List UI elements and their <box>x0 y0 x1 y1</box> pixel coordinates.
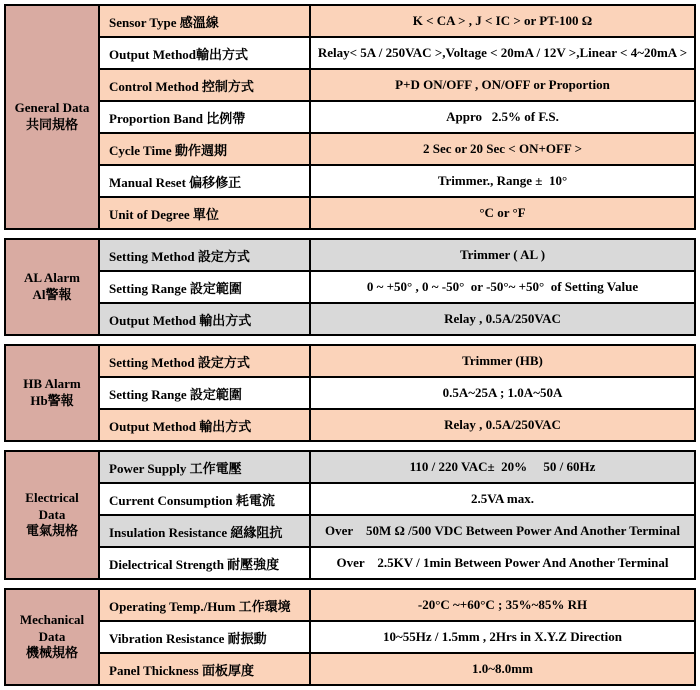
table-row <box>5 69 695 101</box>
spec-value: -20°C ~+60°C ; 35%~85% RH <box>310 589 695 621</box>
table-row <box>5 165 695 197</box>
section-header-general-data <box>5 5 99 229</box>
spec-label: Vibration Resistance 耐振動 <box>99 621 310 653</box>
section-header-hb-alarm <box>5 345 99 441</box>
table-row <box>5 547 695 579</box>
table-row <box>5 101 695 133</box>
spec-value: Trimmer (HB) <box>310 345 695 377</box>
table-row <box>5 5 695 37</box>
table-row <box>5 515 695 547</box>
spec-value: Appro 2.5% of F.S. <box>310 101 695 133</box>
table-row <box>5 451 695 483</box>
table-row <box>5 239 695 271</box>
spec-label: Power Supply 工作電壓 <box>99 451 310 483</box>
spec-label: Dielectrical Strength 耐壓強度 <box>99 547 310 579</box>
table-row <box>5 303 695 335</box>
spec-label: Insulation Resistance 絕緣阻抗 <box>99 515 310 547</box>
section-header-line: Electrical <box>25 489 79 505</box>
spec-label: Output Method輸出方式 <box>99 37 310 69</box>
spec-value: Trimmer., Range ± 10° <box>310 165 695 197</box>
section-header-line: 電氣規格 <box>25 523 78 539</box>
spec-value: Trimmer ( AL ) <box>310 239 695 271</box>
spec-label: Current Consumption 耗電流 <box>99 483 310 515</box>
spec-label: Output Method 輸出方式 <box>99 409 310 441</box>
spec-label: Setting Method 設定方式 <box>99 345 310 377</box>
spec-label: Sensor Type 感溫線 <box>99 5 310 37</box>
section-header-mechanical-data <box>5 589 99 685</box>
table-row <box>5 345 695 377</box>
spec-label: Control Method 控制方式 <box>99 69 310 101</box>
table-row <box>5 621 695 653</box>
section-electrical-data <box>4 450 696 580</box>
section-header-line: HB Alarm <box>23 376 81 392</box>
section-header-line: 共同規格 <box>25 117 78 132</box>
section-general-data <box>4 4 696 230</box>
table-row <box>5 483 695 515</box>
table-row <box>5 377 695 409</box>
section-mechanical-data <box>4 588 696 686</box>
section-header-line: Data <box>38 628 66 644</box>
spec-value: Over 50M Ω /500 VDC Between Power And Another Terminal <box>310 515 695 547</box>
spec-value: Relay , 0.5A/250VAC <box>310 409 695 441</box>
spec-value: 2 Sec or 20 Sec < ON+OFF > <box>310 133 695 165</box>
spec-label: Setting Method 設定方式 <box>99 239 310 271</box>
spec-value: P+D ON/OFF , ON/OFF or Proportion <box>310 69 695 101</box>
spec-label: Setting Range 設定範圍 <box>99 377 310 409</box>
section-header-line: Data <box>38 506 66 522</box>
section-header-line: AL Alarm <box>24 270 80 286</box>
spec-value: 1.0~8.0mm <box>310 653 695 685</box>
spec-value: 0.5A~25A ; 1.0A~50A <box>310 377 695 409</box>
spec-value: °C or °F <box>310 197 695 229</box>
spec-label: Proportion Band 比例帶 <box>99 101 310 133</box>
section-header-electrical-data <box>5 451 99 579</box>
spec-label: Unit of Degree 單位 <box>99 197 310 229</box>
spec-value: K < CA > , J < IC > or PT-100 Ω <box>310 5 695 37</box>
spec-value: 110 / 220 VAC± 20% 50 / 60Hz <box>310 451 695 483</box>
table-row <box>5 197 695 229</box>
spec-value: Relay , 0.5A/250VAC <box>310 303 695 335</box>
spec-label: Output Method 輸出方式 <box>99 303 310 335</box>
spec-value: Over 2.5KV / 1min Between Power And Another Terminal <box>310 547 695 579</box>
section-header-line: Mechanical <box>19 611 85 627</box>
section-hb-alarm <box>4 344 696 442</box>
table-row <box>5 37 695 69</box>
section-header-al-alarm <box>5 239 99 335</box>
section-header-line: 機械規格 <box>25 645 78 661</box>
table-row <box>5 589 695 621</box>
spec-label: Panel Thickness 面板厚度 <box>99 653 310 685</box>
section-header-line: Hb警報 <box>30 393 74 408</box>
spec-value: Relay< 5A / 250VAC >,Voltage < 20mA / 12V >,Linear < 4~20mA > <box>310 37 695 69</box>
spec-label: Operating Temp./Hum 工作環境 <box>99 589 310 621</box>
table-row <box>5 409 695 441</box>
table-row <box>5 133 695 165</box>
spec-label: Cycle Time 動作週期 <box>99 133 310 165</box>
spec-label: Manual Reset 偏移修正 <box>99 165 310 197</box>
spec-value: 2.5VA max. <box>310 483 695 515</box>
section-header-line: General Data <box>14 100 90 116</box>
table-row <box>5 271 695 303</box>
spec-value: 10~55Hz / 1.5mm , 2Hrs in X.Y.Z Direction <box>310 621 695 653</box>
section-header-line: Al警報 <box>32 287 72 302</box>
spec-value: 0 ~ +50° , 0 ~ -50° or -50°~ +50° of Setting Value <box>310 271 695 303</box>
table-row <box>5 653 695 685</box>
spec-label: Setting Range 設定範圍 <box>99 271 310 303</box>
section-al-alarm <box>4 238 696 336</box>
